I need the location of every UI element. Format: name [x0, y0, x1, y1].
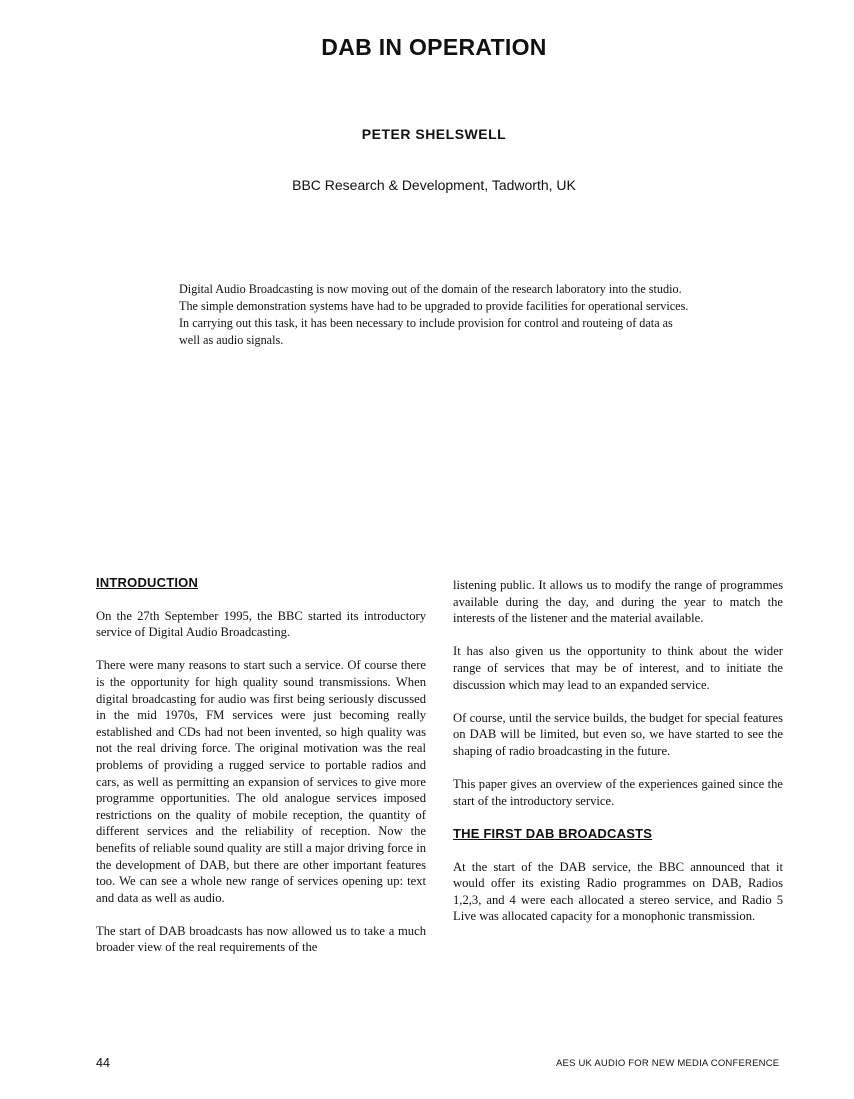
paragraph: There were many reasons to start such a service. Of course there is the opportunity for high quality sound transmissions. When digital broadcasting for audio was first being seriously discussed in the mid 1970s, FM services were just becoming really established and CDs had not been invented, so high quality was not the real driving force. The original motivation was the real problems of providing a rugged service to portable radios and cars, as well as permitting an expansion of services to give more programme opportunities. The old analogue services imposed restrictions on the quality of mobile reception, the quantity of different services and the reliability of reception. Now the benefits of reliable sound quality are still a major driving force in the development of DAB, but there are other important features too. We can see a whole new range of services opening up: text and data as well as audio. [96, 658, 426, 905]
paragraph: On the 27th September 1995, the BBC started its introductory service of Digital Audio Broadcasting. [96, 608, 426, 640]
paragraph: This paper gives an overview of the experiences gained since the start of the introductory service. [453, 777, 783, 808]
page-number: 44 [96, 1056, 110, 1070]
paragraph: At the start of the DAB service, the BBC announced that it would offer its existing Radio programmes on DAB, Radios 1,2,3, and 4 were each allocated a stereo service, and Radio 5 Live was allocated capacity for a monophonic transmission. [453, 859, 783, 924]
author-name: PETER SHELSWELL [361, 126, 507, 142]
paragraph: It has also given us the opportunity to think about the wider range of services that may be of interest, and to initiate the discussion which may lead to an expanded service. [453, 644, 783, 692]
paragraph: The start of DAB broadcasts has now allowed us to take a much broader view of the real requirements of the [96, 923, 426, 955]
left-column [96, 575, 426, 973]
paragraph: listening public. It allows us to modify the range of programmes available during the day, and during the year to match the interests of the listener and the material available. [453, 578, 783, 626]
abstract: Digital Audio Broadcasting is now moving out of the domain of the research laboratory into the studio. The simple demonstration systems have had to be upgraded to provide facilities for operational services. In carrying out this task, it has been necessary to include provision for control and routeing of data as well as audio signals. [179, 282, 689, 347]
right-column [453, 577, 783, 941]
paragraph: Of course, until the service builds, the budget for special features on DAB will be limited, but even so, we have started to see the shaping of radio broadcasting in the future. [453, 710, 783, 758]
section-heading-introduction: INTRODUCTION [96, 575, 199, 590]
section-heading-first-dab-broadcasts: THE FIRST DAB BROADCASTS [453, 825, 653, 841]
author-affiliation: BBC Research & Development, Tadworth, UK [292, 177, 576, 193]
conference-name: AES UK AUDIO FOR NEW MEDIA CONFERENCE [556, 1058, 780, 1069]
paper-title: DAB IN OPERATION [321, 34, 547, 60]
